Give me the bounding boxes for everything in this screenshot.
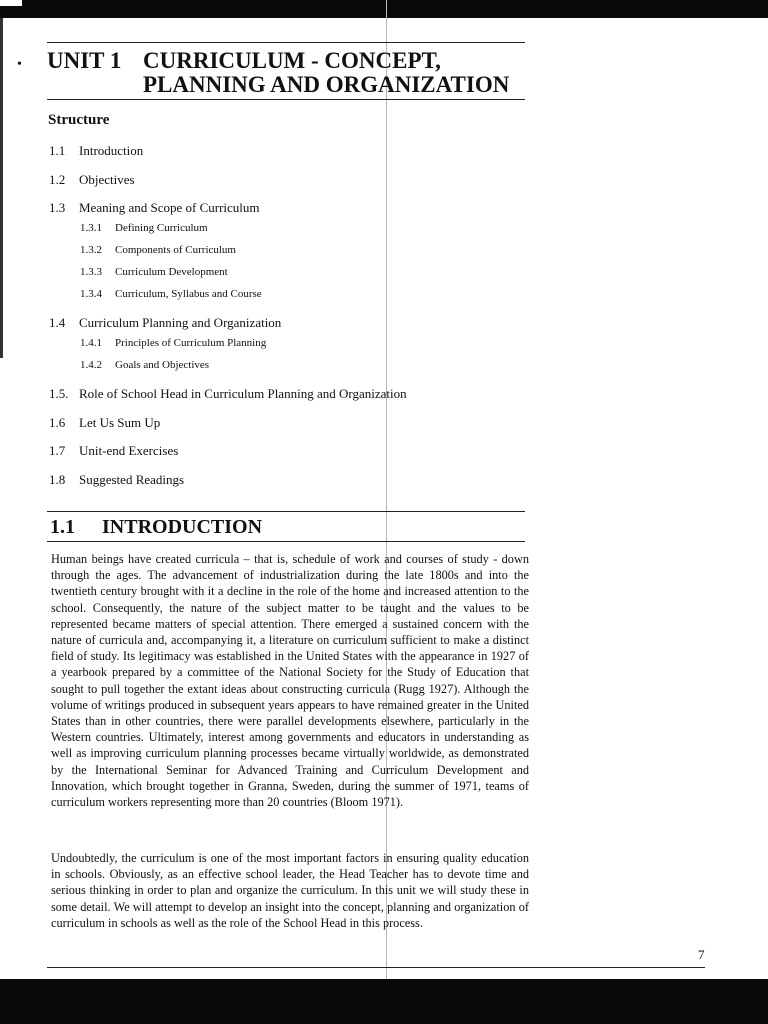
toc-item-1-3-4: [80, 288, 262, 300]
toc-item-label: Goals and Objectives: [115, 359, 210, 371]
toc-item-1-3-2: [80, 244, 236, 256]
section-title: INTRODUCTION: [102, 516, 263, 538]
page-fold-line: [386, 0, 387, 979]
toc-item-1-8: [49, 472, 184, 488]
toc-item-1-1: [49, 143, 143, 159]
toc-item-label: Objectives: [79, 172, 135, 187]
unit-title-line2: PLANNING AND ORGANIZATION: [143, 72, 510, 97]
toc-item-number: 1.3.3: [80, 266, 102, 278]
header-top-rule: [47, 42, 525, 43]
toc-item-number: 1.2: [49, 172, 66, 187]
body-paragraph-1: Human beings have created curricula – that is, schedule of work and courses of study - down through the ages. The advancement of industrialization during the late 1800s and into the twentieth century brought with it a decline in the role of the home and increased attention to the school. Consequently, the nature of the subject matter to be taught and the values to be represented became matters of special attention. There emerged a sustained concern with the nature of curricula and, accompanying it, a literature on curriculum sufficient to make a distinct field of study. Its legitimacy was established in the United States with the appearance in 1927 of a yearbook prepared by a committee of the National Society for the Study of Education that sought to pull together the extant ideas about constructing curricula (Rugg 1927). Although the volume of writings produced in subsequent years appears to have remained greater in the United States than in other countries, there were parallel developments elsewhere, particularly in the Western countries. Ultimately, interest among governments and educators in understanding as well as improving curriculum planning processes became virtually worldwide, as demonstrated by the International Seminar for Advanced Training and Curriculum Development and Innovation, which brought together in Granna, Sweden, during the summer of 1971, teams of curriculum workers representing more than 20 countries (Bloom 1971).: [51, 552, 529, 810]
toc-item-label: Defining Curriculum: [115, 222, 208, 234]
header-bottom-rule: [47, 99, 525, 100]
toc-item-1-3: [49, 200, 260, 216]
structure-heading: Structure: [48, 112, 110, 128]
toc-item-number: 1.4: [49, 315, 66, 330]
toc-item-label: Principles of Curriculum Planning: [115, 337, 267, 349]
toc-item-label: Meaning and Scope of Curriculum: [79, 200, 260, 215]
toc-item-1-4-1: [80, 337, 266, 349]
page-number: 7: [698, 947, 705, 962]
scan-left-edge: [0, 18, 3, 358]
scan-top-gap: [0, 0, 22, 6]
toc-item-number: 1.4.2: [80, 359, 102, 371]
toc-item-number: 1.6: [49, 415, 66, 430]
toc-item-1-7: [49, 443, 178, 459]
unit-label: UNIT 1: [47, 48, 122, 73]
toc-item-1-2: [49, 172, 135, 188]
toc-item-1-3-1: [80, 222, 208, 234]
toc-item-label: Curriculum Development: [115, 266, 228, 278]
unit-title: [143, 49, 509, 97]
toc-item-number: 1.4.1: [80, 337, 102, 349]
toc-item-number: 1.3.4: [80, 288, 102, 300]
toc-item-number: 1.3: [49, 200, 66, 215]
toc-item-number: 1.3.1: [80, 222, 102, 234]
toc-item-label: Suggested Readings: [79, 472, 185, 487]
toc-item-label: Curriculum, Syllabus and Course: [115, 288, 262, 300]
scan-bottom-border: [0, 979, 768, 1024]
body-paragraph-2: Undoubtedly, the curriculum is one of the most important factors in ensuring quality education in schools. Obviously, as an effective school leader, the Head Teacher has to devote time and serious thinking in order to plan and organize the curriculum. In this unit we will study these in some detail. We will attempt to develop an insight into the concept, planning and organization of curriculum in schools as well as the role of the School Head in this process.: [51, 851, 529, 930]
toc-item-1-3-3: [80, 266, 228, 278]
toc-item-number: 1.1: [49, 143, 66, 158]
section-number: 1.1: [50, 516, 75, 538]
scan-top-border: [0, 0, 768, 18]
footer-rule: [47, 967, 705, 968]
toc-item-1-4-2: [80, 359, 209, 371]
toc-item-label: Introduction: [79, 143, 144, 158]
toc-item-label: Curriculum Planning and Organization: [79, 315, 282, 330]
toc-item-label: Unit-end Exercises: [79, 443, 179, 458]
toc-item-number: 1.8: [49, 472, 66, 487]
toc-item-1-6: [49, 415, 160, 431]
section-top-rule: [47, 511, 525, 512]
section-bottom-rule: [47, 541, 525, 542]
toc-item-number: 1.3.2: [80, 244, 102, 256]
toc-item-number: 1.7: [49, 443, 66, 458]
unit-title-line1: CURRICULUM - CONCEPT,: [143, 48, 441, 73]
toc-item-number: 1.5.: [49, 386, 69, 401]
toc-item-1-5: [49, 386, 407, 402]
section-heading: [50, 516, 262, 539]
toc-item-label: Components of Curriculum: [115, 244, 236, 256]
toc-item-label: Role of School Head in Curriculum Planning and Organization: [79, 386, 407, 401]
margin-bullet: •: [17, 57, 22, 72]
toc-item-1-4: [49, 315, 281, 331]
toc-item-label: Let Us Sum Up: [79, 415, 161, 430]
